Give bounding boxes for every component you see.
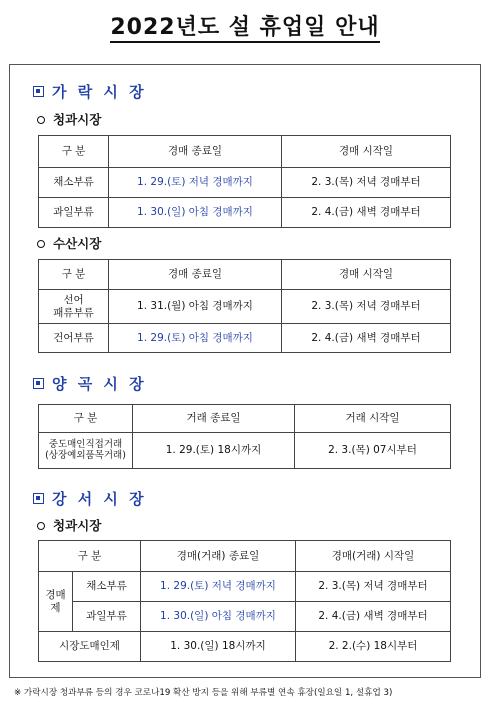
header-end: 경매 종료일 bbox=[109, 260, 282, 290]
row-end-date: 1. 30.(일) 아침 경매까지 bbox=[109, 198, 282, 228]
row-start-date: 2. 3.(목) 저녁 경매부터 bbox=[296, 572, 451, 602]
group-label-auction: 경매 제 bbox=[39, 572, 73, 632]
table-row bbox=[39, 602, 451, 632]
page-title: 2022년도 설 휴업일 안내 bbox=[0, 10, 490, 41]
row-start-date: 2. 4.(금) 새벽 경매부터 bbox=[282, 198, 451, 228]
header-start: 경매(거래) 시작일 bbox=[296, 541, 451, 572]
square-bullet-icon bbox=[33, 86, 44, 97]
header-category: 구 분 bbox=[39, 136, 109, 168]
garak-fruits-table bbox=[38, 135, 451, 228]
row-category: 선어 패류부류 bbox=[39, 290, 109, 324]
table-row bbox=[39, 572, 451, 602]
table-header-row bbox=[39, 405, 451, 433]
row-start-date: 2. 3.(목) 저녁 경매부터 bbox=[282, 290, 451, 324]
row-start-date: 2. 2.(수) 18시부터 bbox=[296, 632, 451, 662]
row-category: 채소부류 bbox=[73, 572, 141, 602]
square-bullet-icon bbox=[33, 493, 44, 504]
section-heading-garak: 가 락 시 장 bbox=[33, 81, 147, 102]
header-start: 경매 시작일 bbox=[282, 136, 451, 168]
row-start-date: 2. 3.(목) 07시부터 bbox=[295, 433, 451, 469]
row-category: 시장도매인제 bbox=[39, 632, 141, 662]
header-category: 구 분 bbox=[39, 405, 133, 433]
row-start-date: 2. 3.(목) 저녁 경매부터 bbox=[282, 168, 451, 198]
circle-bullet-icon bbox=[37, 522, 45, 530]
square-bullet-icon bbox=[33, 378, 44, 389]
header-start: 경매 시작일 bbox=[282, 260, 451, 290]
section-heading-yanggok: 양 곡 시 장 bbox=[33, 373, 147, 394]
header-end: 경매(거래) 종료일 bbox=[141, 541, 296, 572]
subheading-gangseo-fruits: 청과시장 bbox=[37, 516, 101, 534]
row-category: 채소부류 bbox=[39, 168, 109, 198]
row-end-date: 1. 29.(토) 저녁 경매까지 bbox=[141, 572, 296, 602]
row-category: 과일부류 bbox=[73, 602, 141, 632]
gangseo-table bbox=[38, 540, 451, 662]
table-header-row bbox=[39, 541, 451, 572]
row-end-date: 1. 30.(일) 18시까지 bbox=[141, 632, 296, 662]
yanggok-table bbox=[38, 404, 451, 469]
row-start-date: 2. 4.(금) 새벽 경매부터 bbox=[282, 324, 451, 353]
circle-bullet-icon bbox=[37, 116, 45, 124]
header-category: 구 분 bbox=[39, 260, 109, 290]
row-end-date: 1. 29.(토) 저녁 경매까지 bbox=[109, 168, 282, 198]
table-row bbox=[39, 324, 451, 353]
row-category: 건어부류 bbox=[39, 324, 109, 353]
footnote: ※ 가락시장 청과부류 등의 경우 코로나19 확산 방지 등을 위해 부류별 연속 휴장(일요일 1, 설휴업 3) bbox=[14, 688, 393, 698]
row-end-date: 1. 29.(토) 아침 경매까지 bbox=[109, 324, 282, 353]
table-row bbox=[39, 632, 451, 662]
row-end-date: 1. 30.(일) 아침 경매까지 bbox=[141, 602, 296, 632]
section-heading-gangseo: 강 서 시 장 bbox=[33, 488, 147, 509]
row-category: 과일부류 bbox=[39, 198, 109, 228]
subheading-garak-fruits: 청과시장 bbox=[37, 110, 101, 128]
subheading-garak-seafood: 수산시장 bbox=[37, 234, 101, 252]
row-start-date: 2. 4.(금) 새벽 경매부터 bbox=[296, 602, 451, 632]
row-end-date: 1. 31.(월) 아침 경매까지 bbox=[109, 290, 282, 324]
header-end: 거래 종료일 bbox=[133, 405, 295, 433]
table-header-row bbox=[39, 260, 451, 290]
header-category: 구 분 bbox=[39, 541, 141, 572]
header-start: 거래 시작일 bbox=[295, 405, 451, 433]
table-row bbox=[39, 198, 451, 228]
table-row bbox=[39, 168, 451, 198]
table-header-row bbox=[39, 136, 451, 168]
garak-seafood-table bbox=[38, 259, 451, 353]
table-row bbox=[39, 290, 451, 324]
row-end-date: 1. 29.(토) 18시까지 bbox=[133, 433, 295, 469]
row-category: 중도매인직접거래 (상장예외품목거래) bbox=[39, 433, 133, 469]
circle-bullet-icon bbox=[37, 240, 45, 248]
header-end: 경매 종료일 bbox=[109, 136, 282, 168]
table-row bbox=[39, 433, 451, 469]
